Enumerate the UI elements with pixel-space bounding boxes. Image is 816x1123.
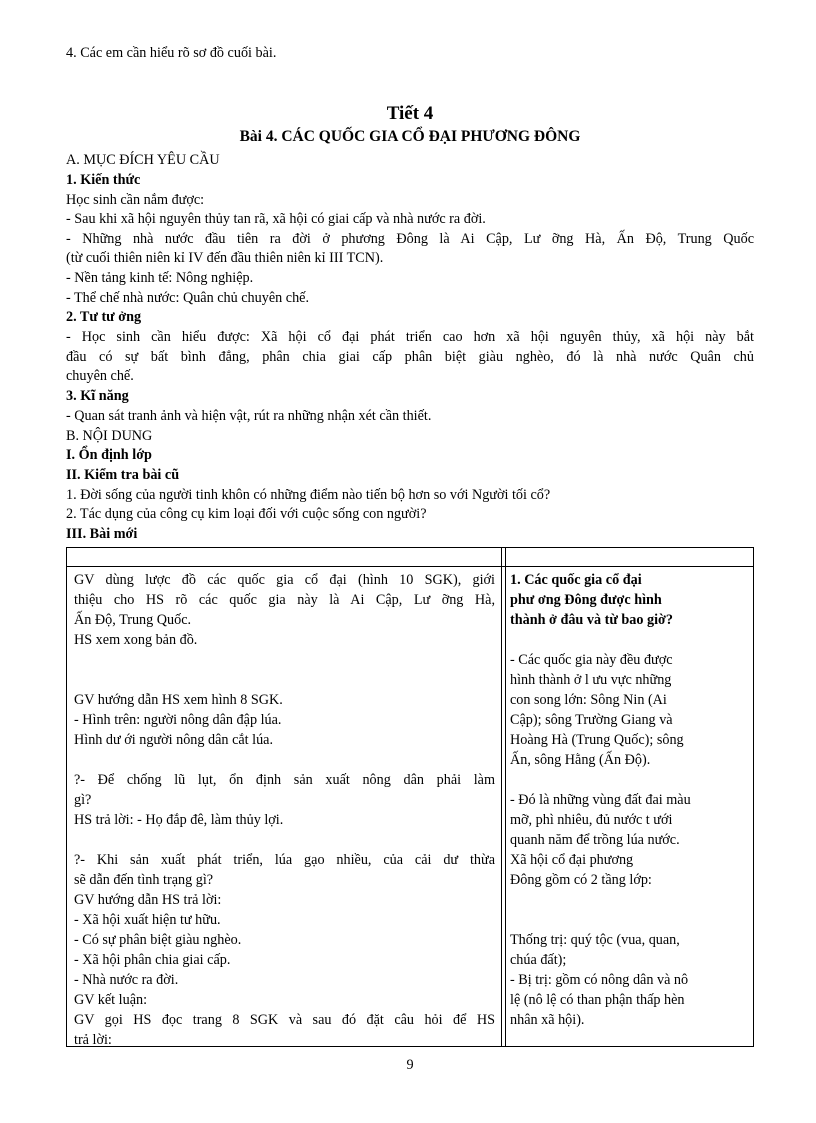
right-cell-line: nhân xã hội). [510,1012,585,1028]
right-cell-line: hình thành ở l ưu vực những [510,672,672,688]
right-cell-line: mỡ, phì nhiêu, đủ nước t ưới [510,812,673,828]
right-cell-line: Cập); sông Trường Giang và [510,712,673,728]
right-cell-line: Đông gồm có 2 tầng lớp: [510,872,652,888]
left-cell-line: GV hướng dẫn HS trả lời: [74,892,222,908]
review-question: 2. Tác dụng của công cụ kim loại đối với cuộc sống con người? [66,506,427,522]
knowledge-line: - Nền tảng kinh tế: Nông nghiệp. [66,270,254,286]
left-cell-line: - Hình trên: người nông dân đập lúa. [74,712,282,728]
table-right-cell [510,570,749,1046]
review-heading: II. Kiểm tra bài cũ [66,467,180,483]
right-cell-line: lệ (nô lệ có than phận thấp hèn [510,992,685,1008]
lesson-table [66,547,754,1047]
right-cell-heading: phư ơng Đông được hình [510,592,662,608]
right-cell-heading: 1. Các quốc gia cổ đại [510,572,642,588]
left-cell-line: - Nhà nước ra đời. [74,972,179,988]
left-cell-line: thiệu cho HS rõ các quốc gia này là Ai Cập, Lư ỡng Hà, [74,592,495,608]
left-cell-line: ?- Khi sản xuất phát triển, lúa gạo nhiều, của cải dư thừa [74,852,495,868]
review-question: 1. Đời sống của người tinh khôn có những điểm nào tiến bộ hơn so với Người tối cổ? [66,487,551,503]
intro-line: 4. Các em cần hiểu rõ sơ đồ cuối bài. [66,45,277,61]
table-column-divider [501,548,502,1046]
skills-line: - Quan sát tranh ảnh và hiện vật, rút ra những nhận xét cần thiết. [66,408,432,424]
thought-line: - Học sinh cần hiểu được: Xã hội cổ đại phát triển cao hơn xã hội nguyên thủy, xã hội này bắt [66,329,754,345]
right-cell-line: con song lớn: Sông Nin (Ai [510,692,667,708]
knowledge-line: - Thể chế nhà nước: Quân chủ chuyên chế. [66,290,310,306]
right-cell-line: Hoàng Hà (Trung Quốc); sông [510,732,684,748]
right-cell-line: quanh năm để trồng lúa nước. [510,832,680,848]
knowledge-line: Học sinh cần nắm được: [66,192,205,208]
right-cell-line: Xã hội cổ đại phương [510,852,634,868]
table-left-cell [74,570,495,1046]
skills-heading: 3. Kĩ năng [66,388,129,404]
left-cell-line: GV gọi HS đọc trang 8 SGK và sau đó đặt câu hỏi để HS [74,1012,495,1028]
right-cell-line: chúa đất); [510,952,567,968]
section-b-heading: B. NỘI DUNG [66,428,153,444]
right-cell-line: - Bị trị: gồm có nông dân và nô [510,972,689,988]
left-cell-line: ?- Để chống lũ lụt, ổn định sản xuất nông dân phải làm [74,772,495,788]
right-cell-line: Thống trị: quý tộc (vua, quan, [510,932,680,948]
left-cell-line: Ấn Độ, Trung Quốc. [74,612,192,628]
section-a-heading: A. MỤC ĐÍCH YÊU CẦU [66,152,220,168]
left-cell-line: - Xã hội xuất hiện tư hữu. [74,912,221,928]
left-cell-line: Hình dư ới người nông dân cắt lúa. [74,732,274,748]
left-cell-line: - Có sự phân biệt giàu nghèo. [74,932,242,948]
left-cell-line: sẽ dẫn đến tình trạng gì? [74,872,214,888]
knowledge-line: - Sau khi xã hội nguyên thủy tan rã, xã hội có giai cấp và nhà nước ra đời. [66,211,486,227]
left-cell-line: GV dùng lược đồ các quốc gia cổ đại (hình 10 SGK), giới [74,572,495,588]
left-cell-line: gì? [74,792,92,808]
right-cell-line: Ấn, sông Hằng (Ấn Độ). [510,752,651,768]
thought-line: chuyên chế. [66,368,134,384]
page-number: 9 [406,1057,414,1073]
lesson-title: Bài 4. CÁC QUỐC GIA CỔ ĐẠI PHƯƠNG ĐÔNG [239,128,581,145]
new-lesson-heading: III. Bài mới [66,526,138,542]
left-cell-line: trả lời: [74,1032,112,1048]
right-cell-heading: thành ở đâu và từ bao giờ? [510,612,673,628]
lesson-period: Tiết 4 [386,103,434,124]
thought-line: đầu có sự bất bình đẳng, phân chia giai cấp phân biệt giàu nghèo, đó là nhà nước Quân chủ [66,349,754,365]
knowledge-heading: 1. Kiến thức [66,172,141,188]
right-cell-line: - Các quốc gia này đều được [510,652,673,668]
left-cell-line: HS xem xong bản đồ. [74,632,198,648]
left-cell-line: HS trả lời: - Họ đắp đê, làm thủy lợi. [74,812,284,828]
stabilize-heading: I. Ổn định lớp [66,447,152,463]
table-header-divider [67,566,753,567]
knowledge-line: - Những nhà nước đầu tiên ra đời ở phương Đông là Ai Cập, Lư ỡng Hà, Ấn Độ, Trung Quốc [66,231,754,247]
left-cell-line: - Xã hội phân chia giai cấp. [74,952,231,968]
left-cell-line: GV kết luận: [74,992,148,1008]
table-column-divider [505,548,506,1046]
right-cell-line: - Đó là những vùng đất đai màu [510,792,691,808]
knowledge-line: (từ cuối thiên niên kỉ IV đến đầu thiên niên kỉ III TCN). [66,250,384,266]
left-cell-line: GV hướng dẫn HS xem hình 8 SGK. [74,692,283,708]
thought-heading: 2. Tư tư ởng [66,309,142,325]
